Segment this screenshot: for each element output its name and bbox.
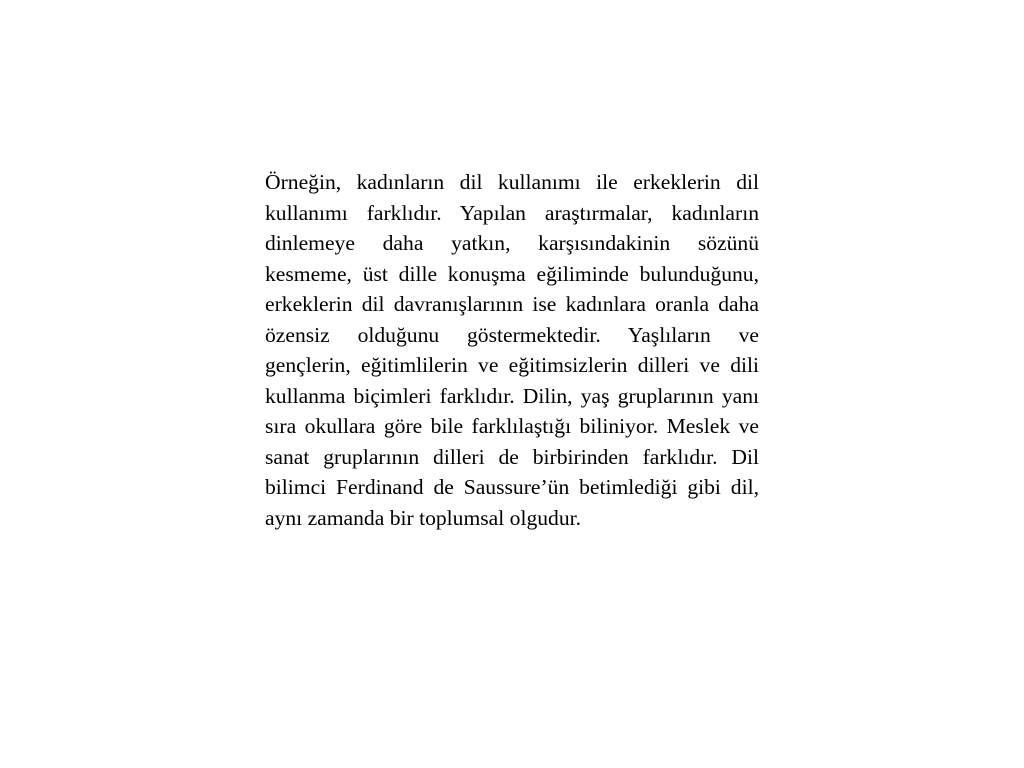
body-paragraph: Örneğin, kadınların dil kullanımı ile erkeklerin dil kullanımı farklıdır. Yapılan araştırmalar, kadınların dinlemeye daha yatkın, karşısındakinin sözünü kesmeme, üst dille konuşma eğiliminde bulunduğunu, erkeklerin dil davranışlarının ise kadınlara oranla daha özensiz olduğunu göstermektedir. Yaşlıların ve gençlerin, eğitimlilerin ve eğitimsizlerin dilleri ve dili kullanma biçimleri farklıdır. Dilin, yaş gruplarının yanı sıra okullara göre bile farklılaştığı biliniyor. Meslek ve sanat gruplarının dilleri de birbirinden farklıdır. Dil bilimci Ferdinand de Saussure’ün betimlediği gibi dil, aynı zamanda bir toplumsal olgudur. — [265, 170, 759, 530]
